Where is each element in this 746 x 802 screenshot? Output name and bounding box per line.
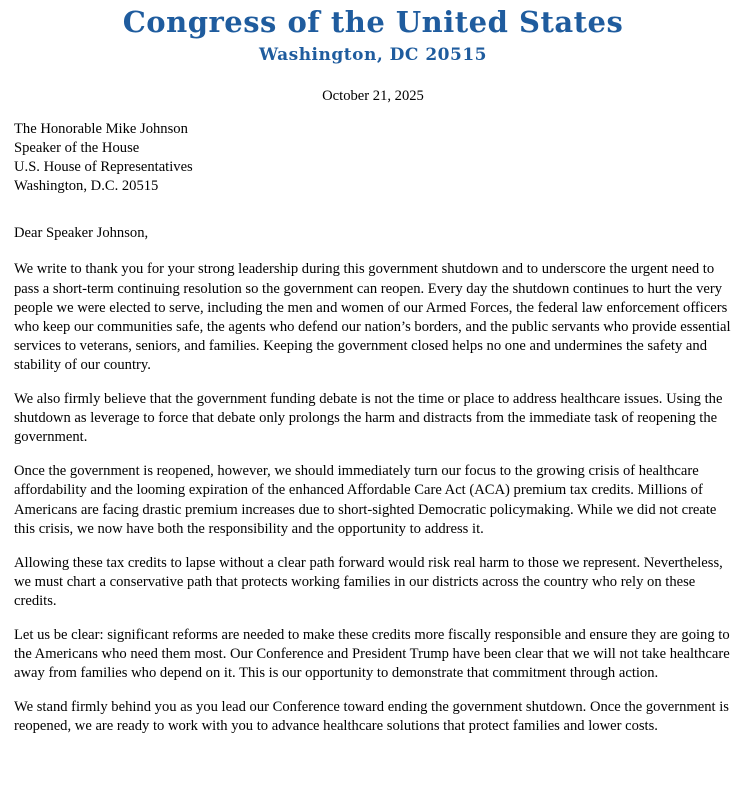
body-paragraph-5: Let us be clear: significant reforms are needed to make these credits more fiscally responsible and ensure they are going to the Americans who need them most. Our Conference and President Trump have been clear that we will not take healthcare away from families who depend on it. This is our opportunity to demonstrate that commitment through action.	[14, 626, 730, 682]
recipient-title: Speaker of the House	[14, 140, 140, 157]
letter-body	[0, 120, 746, 736]
recipient-address	[14, 120, 737, 196]
body-paragraph-2: We also firmly believe that the government funding debate is not the time or place to address healthcare issues. Using the shutdown as leverage to force that debate only prolongs the harm and distracts from the immediate task of reopening the government.	[14, 391, 723, 446]
letterhead-subtitle: Washington, DC 20515	[259, 45, 487, 65]
recipient-name: The Honorable Mike Johnson	[14, 121, 188, 137]
body-paragraph-3: Once the government is reopened, however, we should immediately turn our focus to the growing crisis of healthcare affordability and the looming expiration of the enhanced Affordable Care Act (ACA) premium tax credits. Millions of Americans are facing drastic premium increases due to short-sighted Democratic policymaking. While we did not create this crisis, we now have both the responsibility and the opportunity to address it.	[14, 463, 717, 537]
recipient-organization: U.S. House of Representatives	[14, 159, 193, 176]
body-paragraph-1: We write to thank you for your strong leadership during this government shutdown and to underscore the urgent need to pass a short-term continuing resolution so the government can reopen. Every day the shutdown continues to hurt the very people we were elected to serve, including the men and women of our Armed Forces, the federal law enforcement officers who keep our communities safe, the agents who defend our nation’s borders, and the public servants who provide essential services to veterans, seniors, and families. Keeping the government closed helps no one and undermines the safety and stability of our country.	[14, 261, 731, 373]
recipient-city: Washington, D.C. 20515	[14, 178, 159, 195]
date-line: October 21, 2025	[322, 88, 424, 104]
letterhead-title: Congress of the United States	[122, 5, 624, 39]
letterhead	[0, 5, 746, 66]
body-paragraph-6: We stand firmly behind you as you lead our Conference toward ending the government shutdown. Once the government is reopened, we are ready to work with you to advance healthcare solutions that protect families and lower costs.	[14, 699, 729, 735]
body-paragraph-4: Allowing these tax credits to lapse without a clear path forward would risk real harm to those we represent. Nevertheless, we must chart a conservative path that protects working families in our districts across the country who rely on these credits.	[14, 554, 723, 609]
salutation: Dear Speaker Johnson,	[14, 225, 149, 242]
